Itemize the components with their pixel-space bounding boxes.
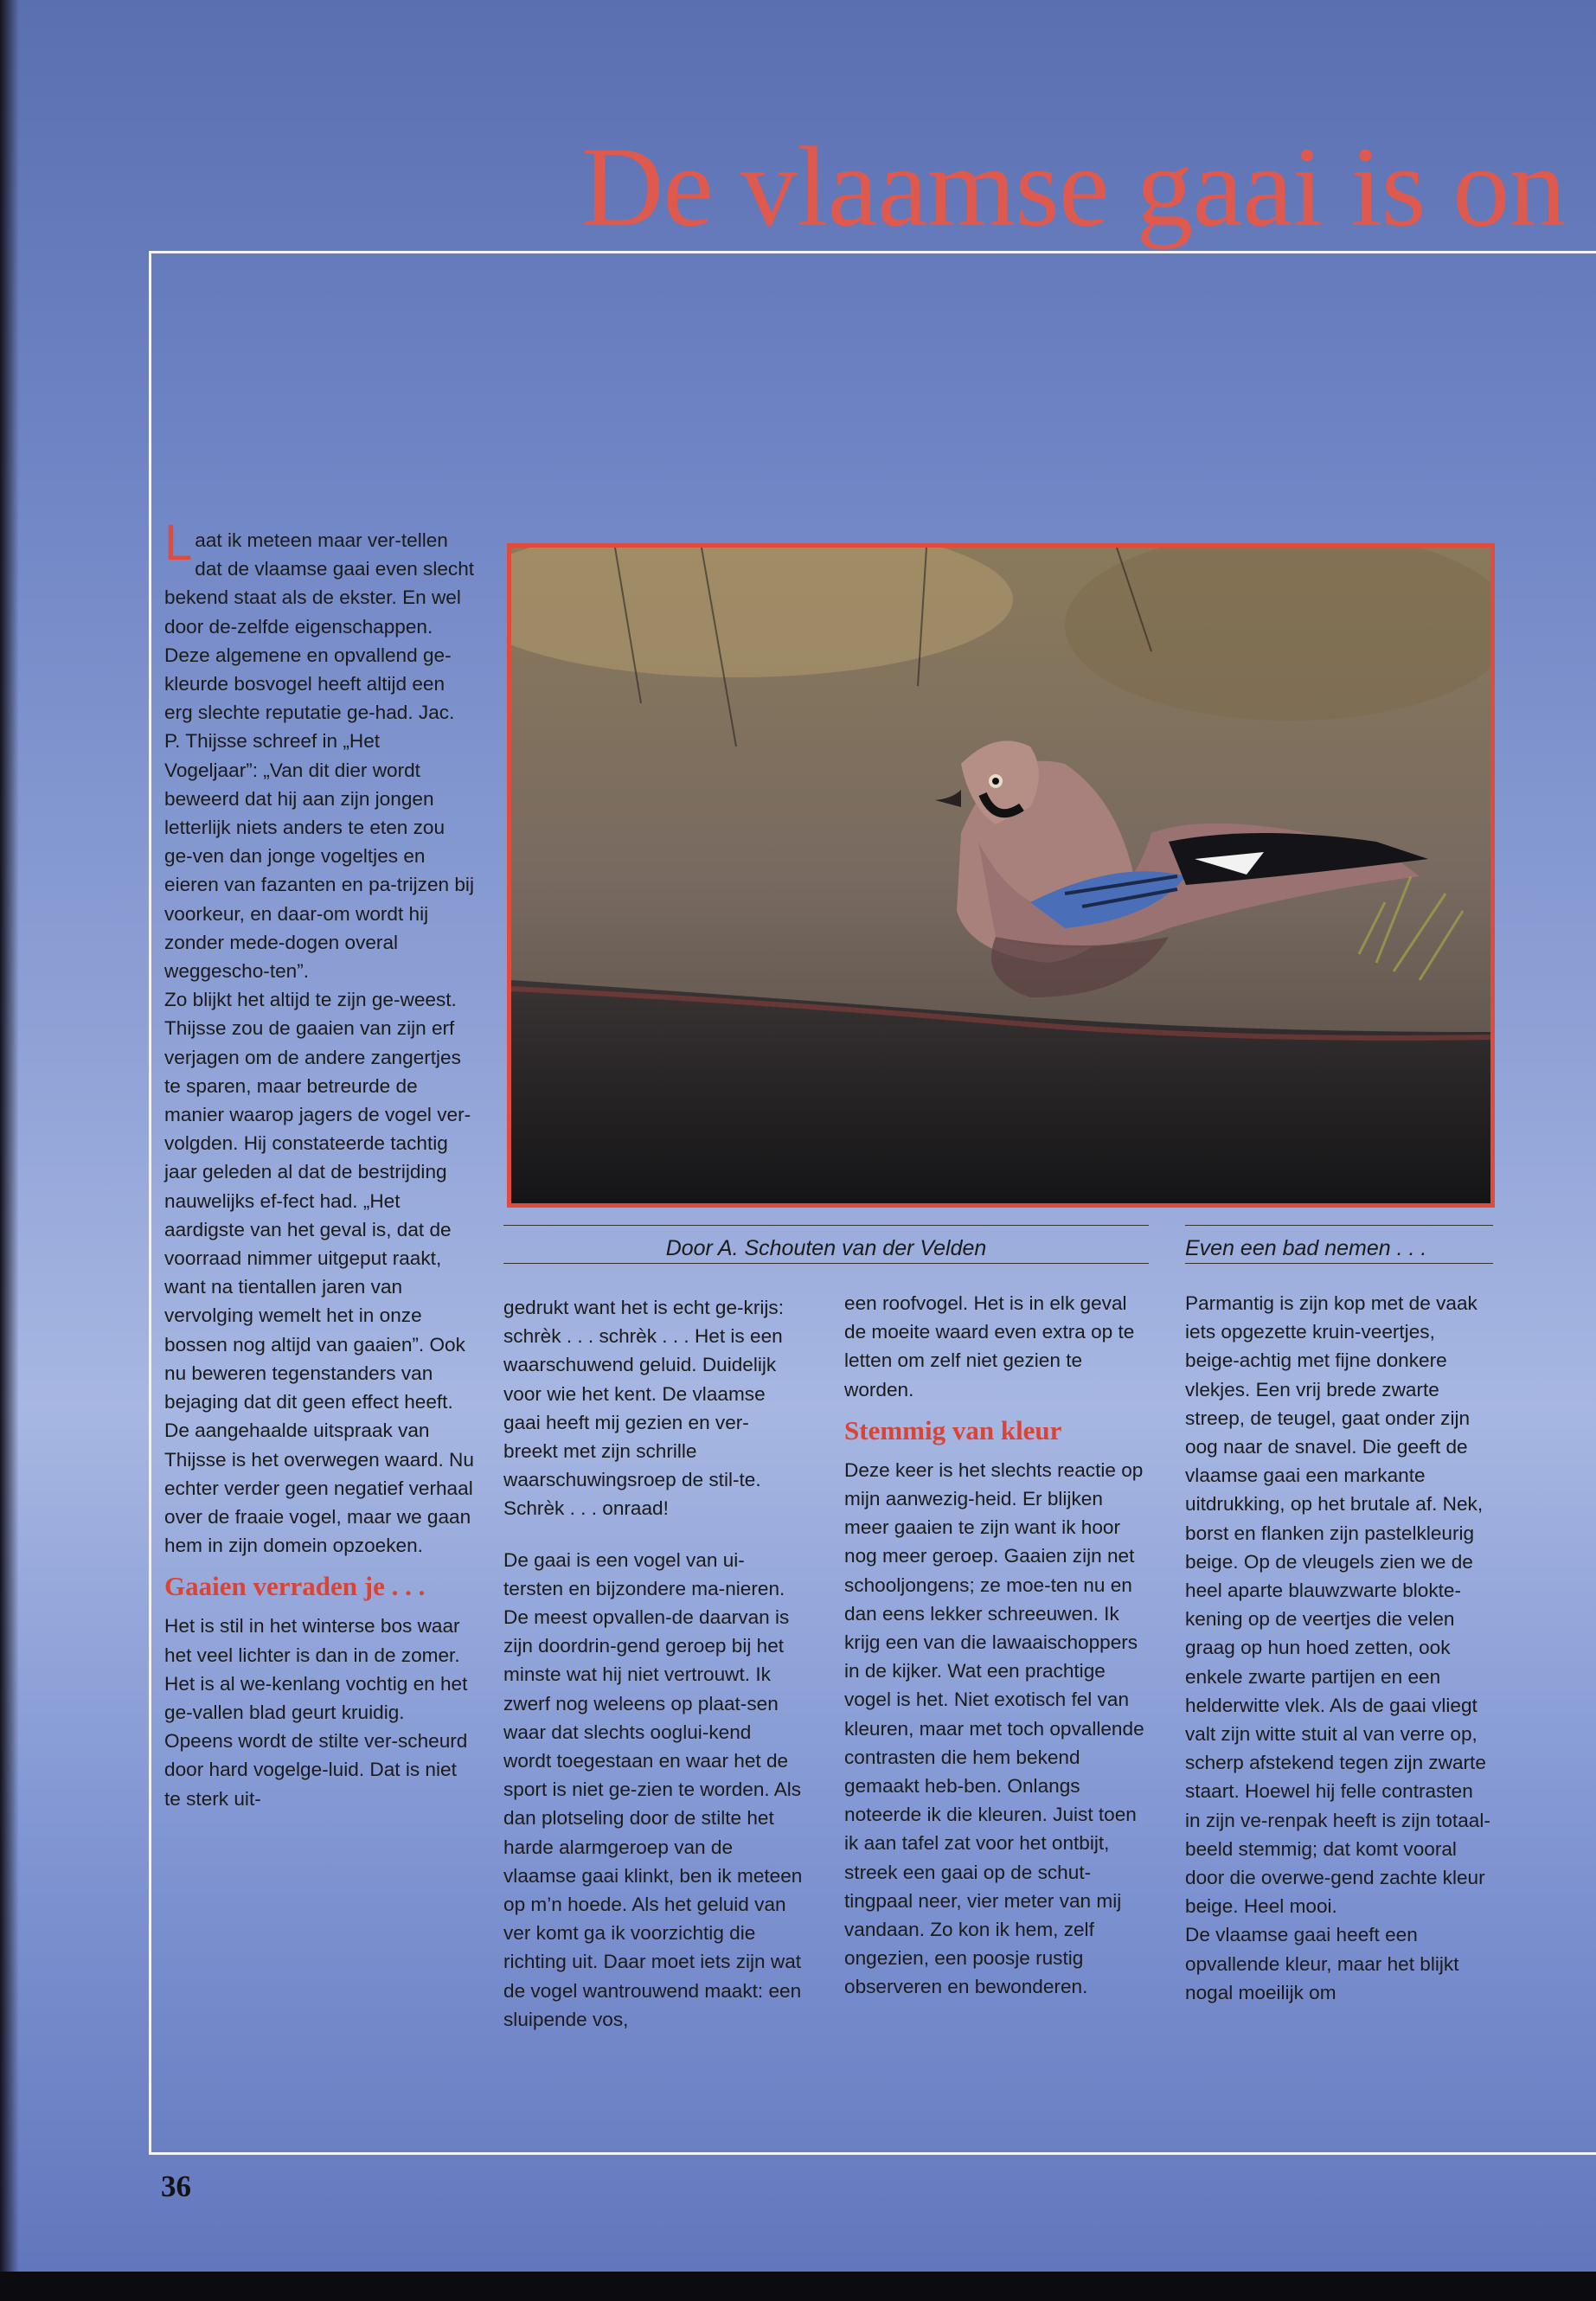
paragraph: Deze keer is het slechts reactie op mijn aanwezig-heid. Er blijken meer gaaien te zijn want ik hoor nog meer geroep. Gaaien zijn net schooljongens; ze moe-ten nu en dan eens lekker schreeuwen. Ik krijg een van die lawaaischoppers in de kijker. Wat een prachtige vogel is het. Niet exotisch fel van kleuren, maar met toch opvallende contrasten die hem bekend gemaakt heb-ben. Onlangs noteerde ik die kleuren. Juist toen ik aan tafel zat voor het ontbijt, streek een gaai op de schut-tingpaal neer, vier meter van mij vandaan. Zo kon ik hem, zelf ongezien, een poosje rustig observeren en bewonderen. — [844, 1458, 1144, 1998]
text-column-3 — [844, 1289, 1147, 2002]
author-caption: Door A. Schouten van der Velden — [503, 1225, 1149, 1261]
jay-photo-illustration — [511, 548, 1490, 1203]
text-column-1 — [164, 515, 476, 1813]
paragraph: Het is stil in het winterse bos waar het veel lichter is dan in de zomer. Het is al we-kenlang vochtig en het ge-vallen blad geurt kruidig. Opeens wordt de stilte ver-scheurd door hard vogelge-luid. Dat is niet te sterk uit- — [164, 1615, 468, 1810]
text-column-2 — [503, 1293, 803, 2034]
paragraph: De vlaamse gaai heeft een opvallende kleur, maar het blijkt nogal moeilijk om — [1185, 1924, 1459, 2003]
text-column-4 — [1185, 1289, 1493, 2007]
paragraph: gedrukt want het is echt ge-krijs: schrèk . . . schrèk . . . Het is een waarschuwend geluid. Duidelijk voor wie het kent. De vlaamse gaai heeft mij gezien en ver-breekt met zijn schrille waarschuwingsroep de stil-te. Schrèk . . . onraad! — [503, 1297, 784, 1520]
subheading: Stemmig van kleur — [844, 1414, 1062, 1445]
intro-paragraph — [164, 515, 476, 985]
frame-rule-bottom — [149, 2152, 1596, 2155]
intro-text: aat ik meteen maar ver-tellen dat de vlaamse gaai even slecht bekend staat als de ekster. En wel door de-zelfde eigenschappen. Deze algemene en opvallend ge-kleurde bosvogel heeft altijd een erg slechte reputatie ge-had. Jac. P. Thijsse schreef in „Het Vogeljaar”: „Van dit dier wordt beweerd dat hij aan zijn jongen letterlijk niets anders te eten zou ge-ven dan jonge vogeltjes en eieren van fazanten en pa-trijzen bij voorkeur, en daar-om wordt hij zonder mede-dogen overal weggescho-ten”. — [164, 529, 475, 983]
paragraph: Parmantig is zijn kop met de vaak iets opgezette kruin-veertjes, beige-achtig met fijne donkere vlekjes. Een vrij brede zwarte streep, de teugel, gaat onder zijn oog naar de snavel. Die geeft de vlaamse gaai een markante uitdrukking, op het brutale af. Nek, borst en flanken zijn pastelkleurig beige. Op de vleugels zien we de heel aparte blauwzwarte blokte-kening op de veertjes die velen graag op hun hoed zetten, ook enkele zwarte partijen en een helderwitte vlek. Als de gaai vliegt valt zijn witte stuit al van verre op, scherp afstekend tegen zijn zwarte staart. Hoewel hij felle contrasten in zijn ve-renpak heeft is zijn totaal-beeld stemmig; dat komt vooral door die overwe-gend zachte kleur beige. Heel mooi. — [1185, 1292, 1490, 1918]
page-edge-shadow — [0, 0, 19, 2272]
paragraph: een roofvogel. Het is in elk geval de moeite waard even extra op te letten om zelf niet gezien te worden. — [844, 1292, 1135, 1400]
paragraph: Zo blijkt het altijd te zijn ge-weest. Thijsse zou de gaaien van zijn erf verjagen om de andere zangertjes te sparen, maar betreurde de manier waarop jagers de vogel ver-volgden. Hij constateerde tachtig jaar geleden al dat de bestrijding nauwelijks ef-fect had. „Het aardigste van het geval is, dat de voorraad nimmer uitgeput raakt, want na tientallen jaren van vervolging wemelt het in onze bossen nog altijd van gaaien”. Ook nu beweren tegenstanders van bejaging dat dit geen effect heeft. De aangehaalde uitspraak van Thijsse is het overwegen waard. Nu echter verder geen negatief verhaal over de fraaie vogel, maar we gaan hem in zijn domein opzoeken. — [164, 989, 474, 1557]
photo-caption-rule — [1185, 1263, 1493, 1264]
paragraph-gap — [503, 1523, 803, 1546]
frame-rule-left — [149, 251, 151, 2154]
article-title: De vlaamse gaai is on — [581, 123, 1566, 250]
author-caption-rule — [503, 1263, 1149, 1264]
photo-caption: Even een bad nemen . . . — [1185, 1225, 1493, 1261]
drop-cap: L — [164, 515, 193, 571]
paragraph: De gaai is een vogel van ui-tersten en bijzondere ma-nieren. De meest opvallen-de daarvan is zijn doordrin-gend geroep bij het minste wat hij niet vertrouwt. Ik zwerf nog weleens op plaat-sen waar dat slechts ooglui-kend wordt toegestaan en waar het de sport is niet ge-zien te worden. Als dan plotseling door de stilte het harde alarmgeroep van de vlaamse gaai klinkt, ben ik meteen op m’n hoede. Als het geluid van ver komt ga ik voorzichtig die richting uit. Daar moet iets zijn wat de vogel wantrouwend maakt: een sluipende vos, — [503, 1548, 803, 2030]
page-number: 36 — [161, 2170, 191, 2203]
frame-rule-top — [149, 251, 1596, 253]
jay-photo — [507, 543, 1495, 1208]
scan-border — [0, 2272, 1596, 2301]
subheading: Gaaien verraden je . . . — [164, 1571, 426, 1602]
